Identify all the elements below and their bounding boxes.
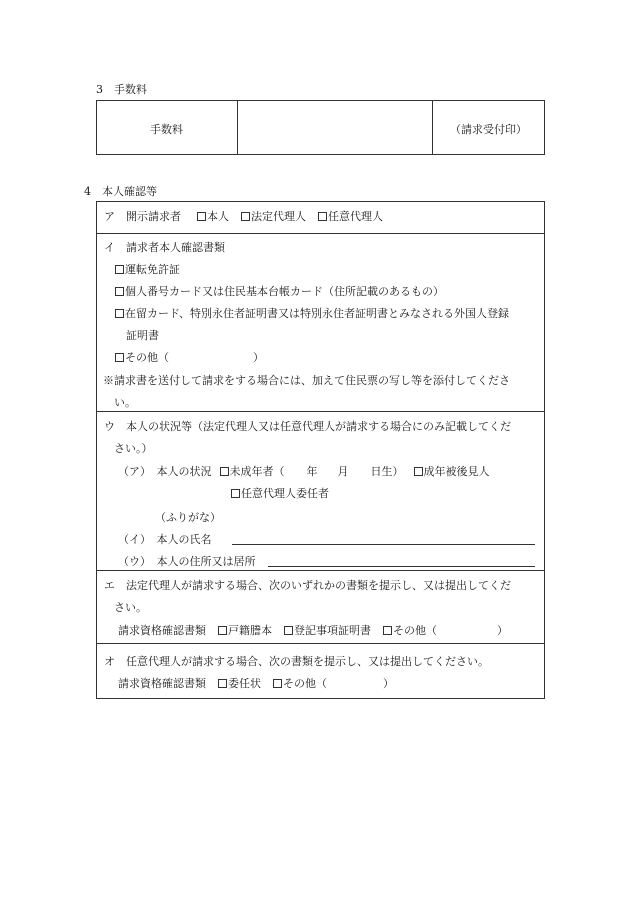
other-voluntary-doc-checkbox[interactable] bbox=[273, 679, 282, 688]
id-documents-title: イ 請求者本人確認書類 bbox=[104, 241, 225, 254]
delegator-option bbox=[231, 488, 329, 499]
other-voluntary-doc-label: その他（ bbox=[283, 677, 327, 690]
other-legal-doc-label: その他（ bbox=[393, 624, 437, 637]
mail-request-note: ※請求書を送付して請求をする場合には、加えて住民票の写し等を添付してくださ bbox=[103, 374, 510, 387]
id-doc-option-license bbox=[115, 264, 180, 275]
self-option-label: 本人 bbox=[207, 210, 229, 223]
principal-status-title-continued: さい。） bbox=[114, 442, 153, 455]
registry-certificate-checkbox[interactable] bbox=[284, 626, 293, 635]
adult-ward-label: 成年被後見人 bbox=[423, 465, 490, 478]
principal-status-row bbox=[118, 466, 490, 477]
legal-representative-docs-title-continued: さい。 bbox=[114, 601, 147, 614]
furigana-label: （ふりがな） bbox=[155, 511, 221, 524]
minor-label: 未成年者（ bbox=[229, 465, 285, 478]
family-register-checkbox[interactable] bbox=[218, 626, 227, 635]
section-4-heading: 4 本人確認等 bbox=[84, 185, 157, 198]
row-divider bbox=[96, 411, 545, 412]
principal-address-underline bbox=[268, 566, 535, 567]
row-divider bbox=[96, 643, 545, 644]
my-number-card-checkbox[interactable] bbox=[115, 287, 124, 296]
delegator-label: 任意代理人委任者 bbox=[241, 487, 329, 500]
registry-certificate-label: 登記事項証明書 bbox=[294, 624, 371, 637]
principal-name-label: （イ） 本人の氏名 bbox=[118, 533, 212, 546]
self-checkbox[interactable] bbox=[197, 212, 206, 221]
requester-type-row bbox=[104, 211, 383, 222]
fee-label: 手数料 bbox=[150, 123, 183, 136]
power-of-attorney-label: 委任状 bbox=[228, 677, 261, 690]
legal-representative-option-label: 法定代理人 bbox=[251, 210, 306, 223]
day-label: 日生） bbox=[370, 465, 404, 478]
residence-card-label: 在留カード、特別永住者証明書又は特別永住者証明書とみなされる外国人登録 bbox=[125, 307, 510, 320]
other-id-checkbox[interactable] bbox=[115, 353, 124, 362]
principal-status-title: ウ 本人の状況等（法定代理人又は任意代理人が請求する場合にのみ記載してくだ bbox=[104, 420, 511, 433]
principal-status-label: （ア） 本人の状況 bbox=[118, 465, 212, 478]
voluntary-agent-checkbox[interactable] bbox=[318, 212, 327, 221]
legal-representative-docs-title: エ 法定代理人が請求する場合、次のいずれかの書類を提示し、又は提出してくだ bbox=[104, 579, 511, 592]
legal-representative-checkbox[interactable] bbox=[241, 212, 250, 221]
principal-address-input[interactable] bbox=[272, 554, 532, 565]
other-id-label: その他（ bbox=[125, 351, 169, 364]
delegator-checkbox[interactable] bbox=[231, 489, 240, 498]
section-3-heading: 3 手数料 bbox=[96, 83, 147, 96]
power-of-attorney-checkbox[interactable] bbox=[218, 679, 227, 688]
drivers-license-checkbox[interactable] bbox=[115, 265, 124, 274]
voluntary-agent-docs-row bbox=[118, 678, 394, 689]
row-divider bbox=[96, 570, 545, 571]
drivers-license-label: 運転免許証 bbox=[125, 263, 180, 276]
principal-name-underline bbox=[232, 544, 535, 545]
mail-request-note-continued: い。 bbox=[114, 396, 136, 409]
other-voluntary-doc-close: ） bbox=[383, 677, 394, 690]
principal-address-label: （ウ） 本人の住所又は居所 bbox=[118, 555, 256, 568]
residence-card-checkbox[interactable] bbox=[115, 309, 124, 318]
legal-representative-docs-row bbox=[118, 625, 508, 636]
minor-checkbox[interactable] bbox=[220, 467, 229, 476]
request-receipt-stamp-label: （請求受付印） bbox=[450, 123, 527, 136]
other-legal-doc-checkbox[interactable] bbox=[383, 626, 392, 635]
requester-type-label: ア 開示請求者 bbox=[104, 210, 181, 223]
residence-card-label-continued: 証明書 bbox=[126, 329, 159, 342]
voluntary-agent-docs-title: オ 任意代理人が請求する場合、次の書類を提示し、又は提出してください。 bbox=[104, 655, 489, 668]
other-legal-doc-close: ） bbox=[497, 624, 508, 637]
principal-name-input[interactable] bbox=[236, 532, 532, 543]
month-label: 月 bbox=[337, 465, 349, 478]
row-divider bbox=[96, 233, 545, 234]
family-register-label: 戸籍謄本 bbox=[228, 624, 272, 637]
id-doc-option-mynumber bbox=[115, 286, 444, 297]
qualification-docs-label: 請求資格確認書類 bbox=[118, 624, 206, 637]
voluntary-agent-option-label: 任意代理人 bbox=[328, 210, 383, 223]
adult-ward-checkbox[interactable] bbox=[414, 467, 423, 476]
year-label: 年 bbox=[306, 465, 318, 478]
my-number-card-label: 個人番号カード又は住民基本台帳カード（住所記載のあるもの） bbox=[125, 285, 444, 298]
id-doc-option-other bbox=[115, 352, 264, 363]
other-id-close: ） bbox=[253, 351, 264, 364]
id-doc-option-residence-card bbox=[115, 308, 509, 319]
fee-table-divider bbox=[237, 100, 238, 155]
voluntary-qualification-docs-label: 請求資格確認書類 bbox=[118, 677, 206, 690]
